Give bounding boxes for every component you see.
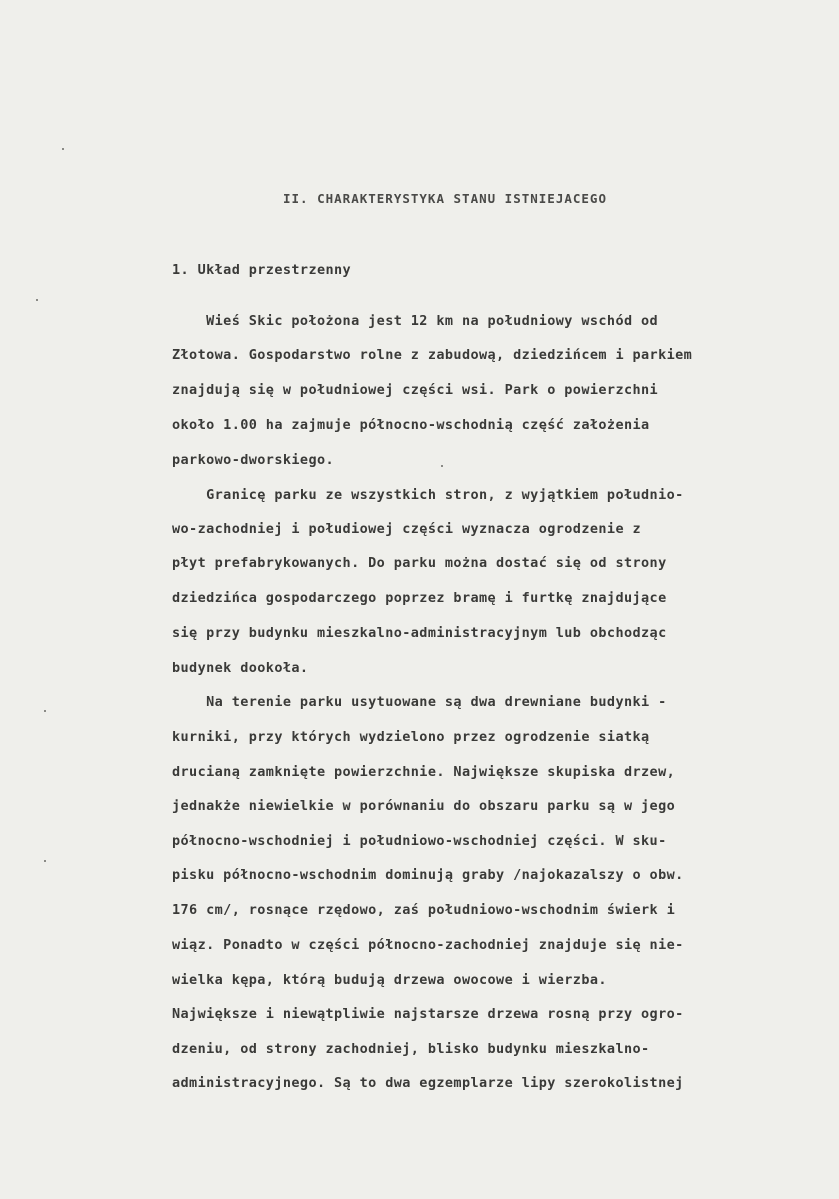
- text-line: administracyjnego. Są to dwa egzemplarze lipy szerokolistnej: [172, 1075, 684, 1091]
- text-line: wiąz. Ponadto w części północno-zachodniej znajduje się nie-: [172, 937, 684, 953]
- text-line: dziedzińca gospodarczego poprzez bramę i furtkę znajdujące: [172, 590, 667, 606]
- paper-speck: [36, 299, 38, 301]
- text-line: Złotowa. Gospodarstwo rolne z zabudową, dziedzińcem i parkiem: [172, 347, 693, 363]
- text-line: wo-zachodniej i połudiowej części wyznacza ogrodzenie z: [172, 521, 642, 537]
- document-title: II. CHARAKTERYSTYKA STANU ISTNIEJACEGO: [283, 191, 607, 206]
- text-line: drucianą zamknięte powierzchnie. Największe skupiska drzew,: [172, 764, 676, 780]
- text-line: 176 cm/, rosnące rzędowo, zaś południowo-wschodnim świerk i: [172, 902, 676, 918]
- text-line: płyt prefabrykowanych. Do parku można dostać się od strony: [172, 555, 667, 571]
- text-line: Wieś Skic położona jest 12 km na południowy wschód od: [172, 313, 659, 329]
- text-line: budynek dookoła.: [172, 660, 309, 676]
- text-line: około 1.00 ha zajmuje północno-wschodnią część założenia: [172, 417, 650, 433]
- text-line: się przy budynku mieszkalno-administracyjnym lub obchodząc: [172, 625, 667, 641]
- text-line: Największe i niewątpliwie najstarsze drzewa rosną przy ogro-: [172, 1006, 684, 1022]
- text-line: jednakże niewielkie w porównaniu do obszaru parku są w jego: [172, 798, 676, 814]
- paper-speck: [44, 710, 46, 712]
- paper-speck: [62, 148, 64, 150]
- text-line: Na terenie parku usytuowane są dwa drewniane budynki -: [172, 694, 667, 710]
- text-line: parkowo-dworskiego.: [172, 452, 335, 468]
- text-line: Granicę parku ze wszystkich stron, z wyjątkiem południo-: [172, 487, 684, 503]
- text-line: pisku północno-wschodnim dominują graby /najokazalszy o obw.: [172, 867, 684, 883]
- text-line: północno-wschodniej i południowo-wschodniej części. W sku-: [172, 833, 667, 849]
- text-line: wielka kępa, którą budują drzewa owocowe i wierzba.: [172, 972, 607, 988]
- text-line: kurniki, przy których wydzielono przez ogrodzenie siatką: [172, 729, 650, 745]
- paper-speck: [44, 860, 46, 862]
- text-line: dzeniu, od strony zachodniej, blisko budynku mieszkalno-: [172, 1041, 650, 1057]
- text-line: znajdują się w południowej części wsi. Park o powierzchni: [172, 382, 659, 398]
- section-heading: 1. Układ przestrzenny: [172, 262, 352, 278]
- paper-speck: [441, 465, 443, 467]
